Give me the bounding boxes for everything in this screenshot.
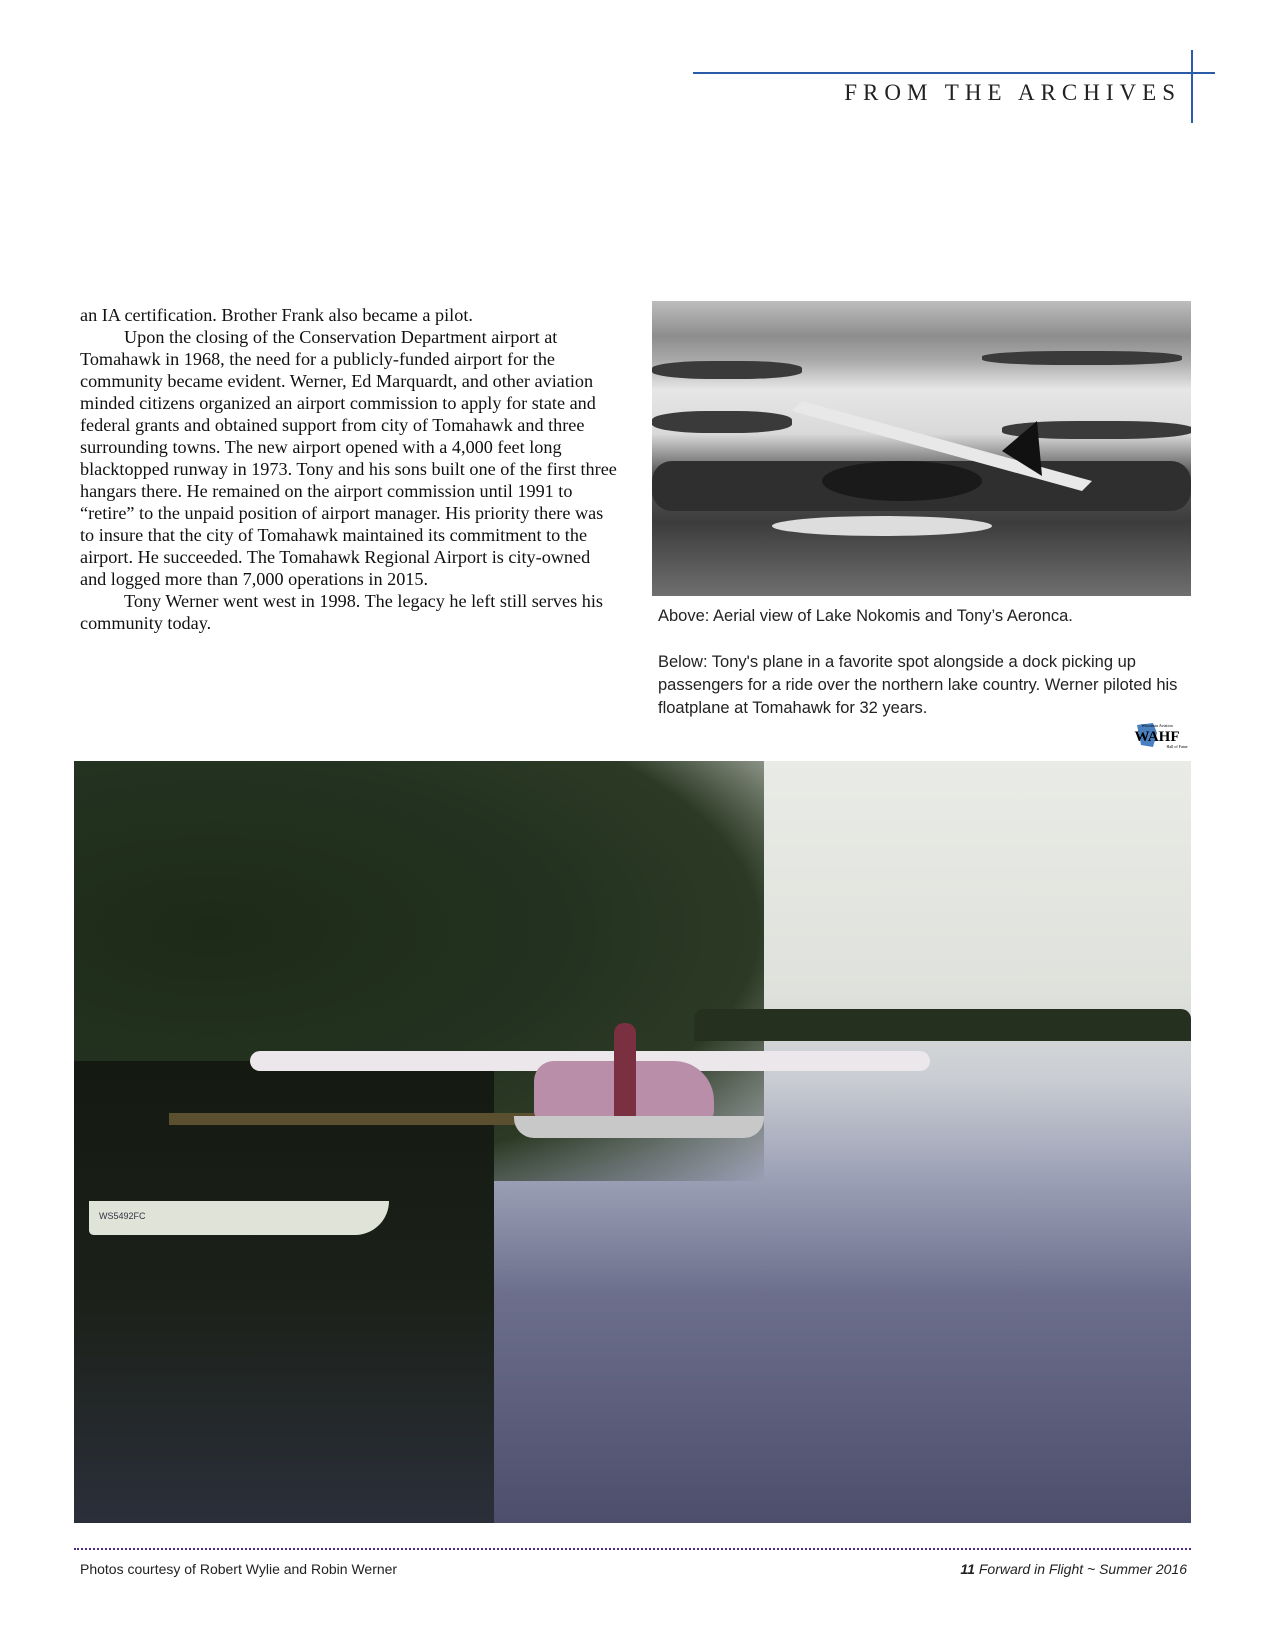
caption-below: Below: Tony's plane in a favorite spot alongside a dock picking up passengers for a ride over the northern lake country. Werner piloted his floatplane at Tomahawk for 32 years. (658, 653, 1178, 717)
page-number: 11 (960, 1561, 975, 1577)
photo-credit: Photos courtesy of Robert Wylie and Robin Werner (80, 1561, 398, 1577)
paragraph: an IA certification. Brother Frank also became a pilot. (80, 305, 473, 325)
rowboat (89, 1201, 389, 1235)
paragraph: Upon the closing of the Conservation Department airport at Tomahawk in 1968, the need for a publicly-funded airport for the community became evident. Werner, Ed Marquardt, and other aviation minded citizens organized an airport commission to apply for state and federal grants and obtained support from city of Tomahawk and three surrounding towns. The new airport opened with a 4,000 feet long blacktopped runway in 1973. Tony and his sons built one of the first three hangars there. He remained on the airport commission until 1991 to “retire” to the unpaid position of airport manager. His priority there was to insure that the city of Tomahawk maintained its commitment to the airport. He succeeded. The Tomahawk Regional Airport is city-owned and logged more than 7,000 operations in 2015. (80, 327, 617, 589)
svg-text:Hall of Fame: Hall of Fame (1166, 744, 1188, 749)
page-footer (960, 1561, 1187, 1577)
publication-name: Forward in Flight ~ Summer 2016 (978, 1561, 1187, 1577)
header-rule-vertical (1191, 50, 1193, 123)
section-title: FROM THE ARCHIVES (844, 80, 1181, 105)
footer-divider (74, 1548, 1191, 1550)
header-rule-horizontal (693, 72, 1215, 74)
svg-text:WAHF: WAHF (1134, 729, 1180, 745)
paragraph: Tony Werner went west in 1998. The legacy he left still serves his community today. (80, 591, 603, 633)
article-body (80, 304, 620, 634)
caption-above: Above: Aerial view of Lake Nokomis and Tony’s Aeronca. (658, 607, 1073, 625)
boat-registration: WS5492FC (99, 1211, 146, 1221)
wahf-logo (1123, 721, 1191, 750)
floatplane-dock-photo (74, 761, 1191, 1523)
airplane-illustration (652, 301, 1191, 596)
aerial-photo (652, 301, 1191, 596)
svg-text:Wisconsin Aviation: Wisconsin Aviation (1141, 723, 1173, 728)
